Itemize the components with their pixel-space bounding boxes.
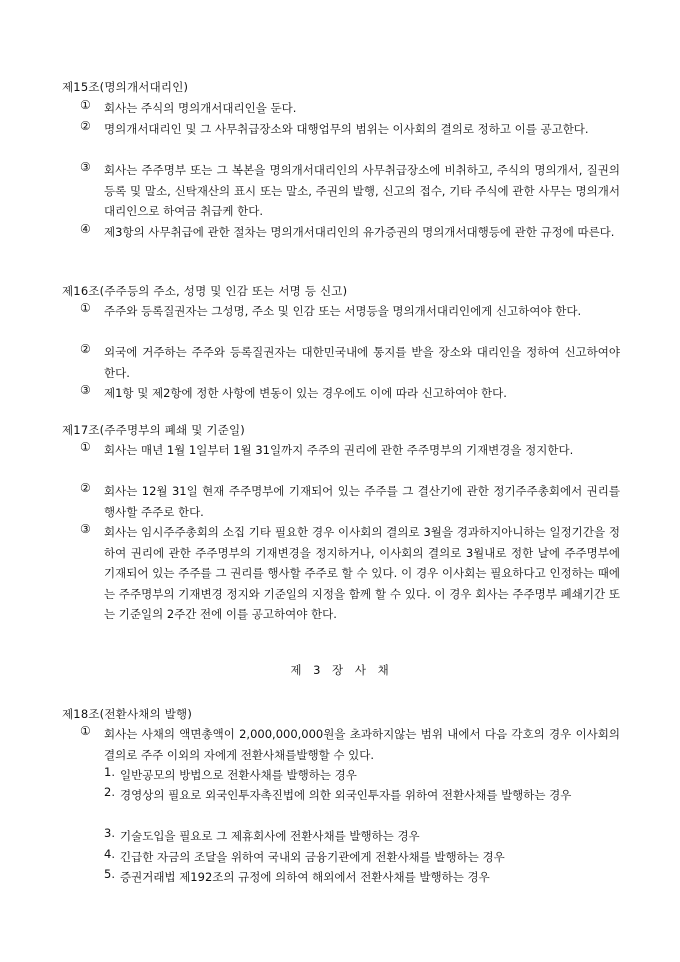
article-16-title: 제16조(주주등의 주소, 성명 및 인감 또는 서명 등 신고) [62,284,348,298]
item-text: 회사는 12월 31일 현재 주주명부에 기재되어 있는 주주를 그 결산기에 관한 정기주주총회에서 권리를 행사할 주주로 한다. [104,484,620,519]
item-number: ① [80,301,91,315]
item-number: ② [80,119,91,133]
item-number: ① [80,724,91,738]
article-18-title: 제18조(전환사채의 발행) [62,707,193,721]
subitem-number: 4. [104,847,115,861]
item-text: 회사는 주식의 명의개서대리인을 둔다. [104,101,297,115]
item-text: 회사는 임시주주총회의 소집 기타 필요한 경우 이사회의 결의로 3월을 경과하지아니하는 일정기간을 정하여 권리에 관한 주주명부의 기재변경을 정지하거나, 이사회의 결의로 3월내로 정한 날에 주주명부에 기재되어 있는 주주를 그 권리를 행사할 주주로 할 수 있다. 이 경우 이사회는 필요하다고 인정하는 때에는 주주명부의 기재변경 정지와 기준일의 지정을 함께 할 수 있다. 이 경우 회사는 주주명부 폐쇄기간 또는 기준일의 2주간 전에 이를 공고하여야 한다. [104,525,620,621]
article-15-title: 제15조(명의개서대리인) [62,80,189,94]
item-number: ② [80,481,91,495]
item-number: ① [80,440,91,454]
item-number: ③ [80,383,91,397]
subitem-text: 일반공모의 방법으로 전환사채를 발행하는 경우 [120,768,357,782]
item-number: ③ [80,522,91,536]
item-text: 외국에 거주하는 주주와 등록질권자는 대한민국내에 통지를 받을 장소와 대리인을 정하여 신고하여야 한다. [104,345,620,380]
subitem-text: 증권거래법 제192조의 규정에 의하여 해외에서 전환사채를 발행하는 경우 [120,870,490,884]
subitem-number: 3. [104,826,115,840]
item-number: ② [80,342,91,356]
item-text: 회사는 주주명부 또는 그 복본을 명의개서대리인의 사무취급장소에 비취하고, 주식의 명의개서, 질권의 등록 및 말소, 신탁재산의 표시 또는 말소, 주권의 발행, 신고의 접수, 기타 주식에 관한 사무는 명의개서대리인으로 하여금 취급케 한다. [104,163,620,218]
subitem-text: 기술도입을 필요로 그 제휴회사에 전환사채를 발행하는 경우 [120,829,420,843]
chapter-heading: 제 3 장 사 채 [290,663,390,677]
item-text: 주주와 등록질권자는 그성명, 주소 및 인감 또는 서명등을 명의개서대리인에게 신고하여야 한다. [104,304,582,318]
item-text: 제1항 및 제2항에 정한 사항에 변동이 있는 경우에도 이에 따라 신고하여야 한다. [104,386,507,400]
subitem-text: 경영상의 필요로 외국인투자촉진법에 의한 외국인투자를 위하여 전환사채를 발행하는 경우 [120,788,572,802]
item-text: 회사는 사채의 액면총액이 2,000,000,000원을 초과하지않는 범위 내에서 다음 각호의 경우 이사회의 결의로 주주 이외의 자에게 전환사채를발행할 수 있다. [104,727,620,762]
item-text: 회사는 매년 1월 1일부터 1월 31일까지 주주의 권리에 관한 주주명부의 기재변경을 정지한다. [104,443,574,457]
item-number: ④ [80,222,91,236]
item-text: 제3항의 사무취급에 관한 절차는 명의개서대리인의 유가증권의 명의개서대행등에 관한 규정에 따른다. [104,225,615,239]
item-text: 명의개서대리인 및 그 사무취급장소와 대행업무의 범위는 이사회의 결의로 정하고 이를 공고한다. [104,122,589,136]
article-17-title: 제17조(주주명부의 폐쇄 및 기준일) [62,423,245,437]
subitem-text: 긴급한 자금의 조달을 위하여 국내외 금융기관에게 전환사채를 발행하는 경우 [120,850,505,864]
subitem-number: 2. [104,785,115,799]
subitem-number: 5. [104,867,115,881]
subitem-number: 1. [104,765,115,779]
item-number: ③ [80,160,91,174]
item-number: ① [80,98,91,112]
